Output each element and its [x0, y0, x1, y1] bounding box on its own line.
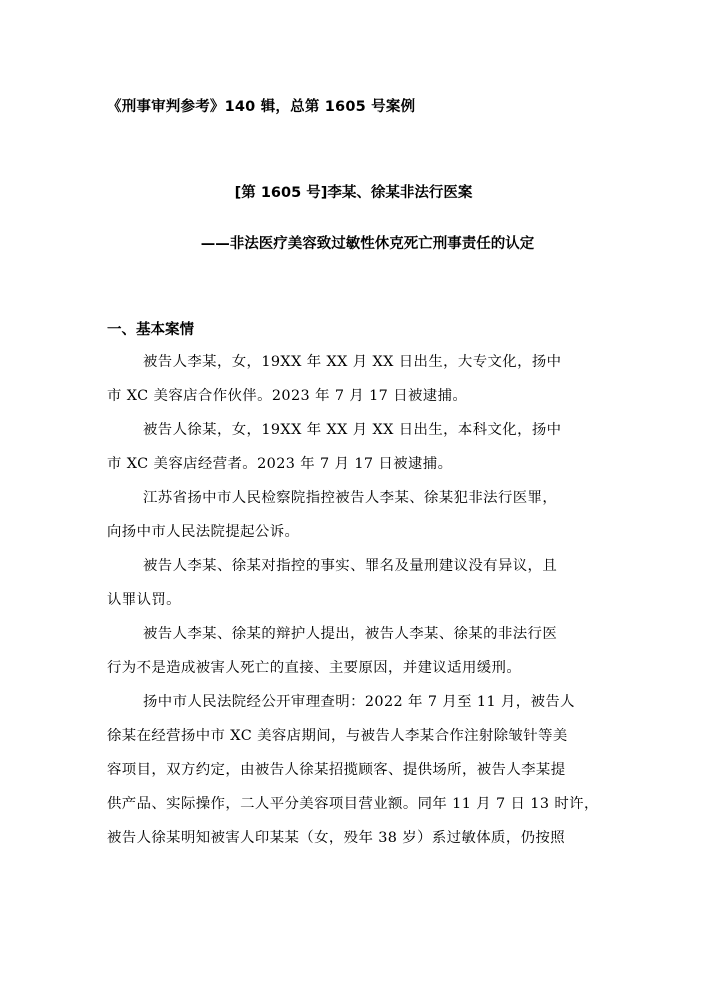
paragraph-line: 被告人李某、徐某对指控的事实、罪名及量刑建议没有异议，且 — [143, 558, 558, 574]
section-heading: 一、基本案情 — [107, 322, 194, 338]
paragraph-line: 认罪认罚。 — [107, 592, 181, 608]
paragraph-line: 扬中市人民法院经公开审理查明：2022 年 7 月至 11 月，被告人 — [143, 694, 575, 710]
paragraph-line: 供产品、实际操作，二人平分美容项目营业额。同年 11 月 7 日 13 时许， — [107, 796, 599, 812]
paragraph-line: 市 XC 美容店经营者。2023 年 7 月 17 日被逮捕。 — [107, 456, 453, 472]
paragraph — [107, 481, 603, 549]
paragraph-line: 江苏省扬中市人民检察院指控被告人李某、徐某犯非法行医罪， — [143, 490, 558, 506]
paragraph-line: 容项目，双方约定，由被告人徐某招揽顾客、提供场所，被告人李某提 — [107, 762, 566, 778]
paragraph — [107, 345, 603, 413]
paragraph-line: 市 XC 美容店合作伙伴。2023 年 7 月 17 日被逮捕。 — [107, 388, 468, 404]
paragraph-line: 被告人李某、徐某的辩护人提出，被告人李某、徐某的非法行医 — [143, 626, 558, 642]
paragraph-line: 向扬中市人民法院提起公诉。 — [107, 524, 300, 540]
paragraph — [107, 617, 603, 685]
paragraph-line: 被告人徐某明知被害人印某某（女，殁年 38 岁）系过敏体质，仍按照 — [107, 830, 565, 846]
body-text — [107, 345, 603, 855]
paragraph-line: 被告人徐某，女，19XX 年 XX 月 XX 日出生，本科文化，扬中 — [143, 422, 562, 438]
paragraph-line: 行为不是造成被害人死亡的直接、主要原因，并建议适用缓刑。 — [107, 660, 522, 676]
case-title: [第 1605 号]李某、徐某非法行医案 — [234, 185, 473, 201]
paragraph-line: 被告人李某，女，19XX 年 XX 月 XX 日出生，大专文化，扬中 — [143, 354, 562, 370]
paragraph — [107, 549, 603, 617]
paragraph — [107, 685, 603, 855]
case-subtitle: ——非法医疗美容致过敏性休克死亡刑事责任的认定 — [200, 236, 535, 252]
paragraph — [107, 413, 603, 481]
paragraph-line: 徐某在经营扬中市 XC 美容店期间，与被告人李某合作注射除皱针等美 — [107, 728, 568, 744]
series-line: 《刑事审判参考》140 辑，总第 1605 号案例 — [107, 99, 416, 115]
